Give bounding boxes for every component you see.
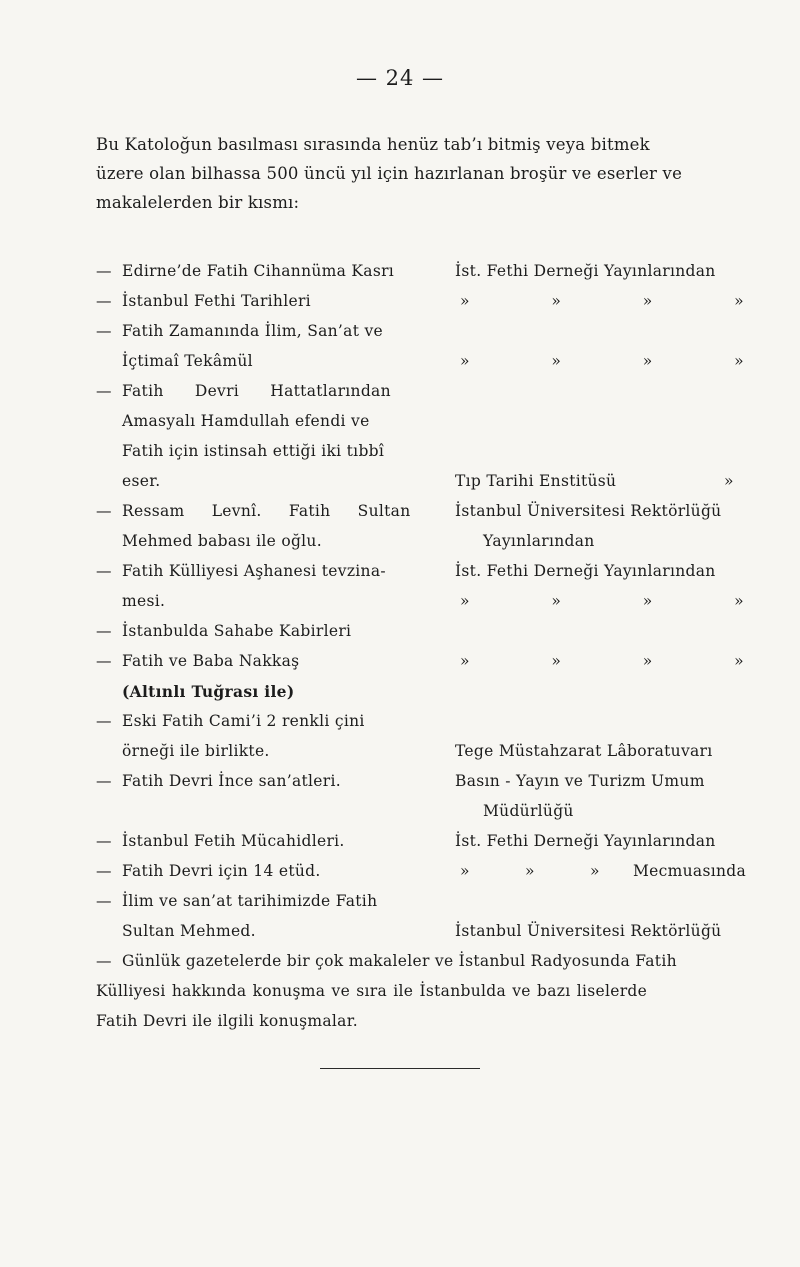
entry-title: İstanbul Fetih Mücahidleri. — [122, 832, 345, 850]
closing-line: Günlük gazetelerde bir çok makaleler ve İstanbul Radyosunda Fatih — [122, 952, 677, 970]
entry-title: Edirne’de Fatih Cihannüma Kasrı — [122, 262, 395, 280]
ditto-mark: » — [460, 652, 470, 670]
dash-marker: — — [96, 862, 112, 880]
entry-title: Fatih Devri İnce san’atleri. — [122, 772, 341, 790]
closing-line: Külliyesi hakkında konuşma ve sıra ile İstanbulda ve bazı liselerde — [96, 982, 648, 1000]
ditto-mark: » — [642, 292, 653, 310]
ditto-mark: » — [590, 862, 600, 880]
entry-title: Fatih Devri için 14 etüd. — [122, 862, 321, 880]
ditto-mark: » — [734, 652, 744, 670]
ditto-mark: » — [734, 292, 744, 310]
ditto-row — [460, 292, 744, 310]
ditto-mark: » — [551, 652, 562, 670]
dash-marker: — — [96, 622, 112, 640]
dash-marker: — — [96, 502, 112, 520]
entry-title: Fatih Devri Hattatlarından — [122, 382, 391, 400]
intro-paragraph — [96, 130, 746, 217]
intro-line: Bu Katoloğun basılması sırasında henüz tab’ı bitmiş veya bitmek — [96, 135, 650, 154]
dash-marker: — — [96, 652, 112, 670]
dash-marker: — — [96, 952, 112, 970]
publisher: Tıp Tarihi Enstitüsü — [455, 472, 617, 490]
publisher-cont: Müdürlüğü — [483, 802, 574, 820]
publisher: İst. Fethi Derneği Yayınlarından — [455, 562, 716, 580]
ditto-mark: » — [734, 592, 744, 610]
publisher: İst. Fethi Derneği Yayınlarından — [455, 262, 716, 280]
entry-title: Eski Fatih Cami’i 2 renkli çini — [122, 712, 365, 730]
entry-title-cont: Fatih için istinsah ettiği iki tıbbî — [122, 442, 385, 460]
section-divider — [320, 1068, 480, 1069]
publisher: İstanbul Üniversitesi Rektörlüğü — [455, 502, 722, 520]
entry-title: İstanbulda Sahabe Kabirleri — [122, 622, 352, 640]
entry-title-cont: Mehmed babası ile oğlu. — [122, 532, 322, 550]
dash-marker: — — [96, 382, 112, 400]
ditto-row — [460, 652, 744, 670]
ditto-mark: » — [642, 592, 653, 610]
ditto-mark: » — [460, 862, 470, 880]
entry-title-cont: örneği ile birlikte. — [122, 742, 270, 760]
publisher: Tege Müstahzarat Lâboratuvarı — [455, 742, 713, 760]
ditto-mark: » — [642, 652, 653, 670]
entry-title-cont: Sultan Mehmed. — [122, 922, 256, 940]
ditto-mark: » — [460, 592, 470, 610]
entry-title-cont: mesi. — [122, 592, 166, 610]
entry-title: İlim ve san’at tarihimizde Fatih — [122, 892, 378, 910]
intro-line: makalelerden bir kısmı: — [96, 193, 300, 212]
entry-title: Ressam Levnî. Fatih Sultan — [122, 502, 411, 520]
closing-line: Fatih Devri ile ilgili konuşmalar. — [96, 1012, 358, 1030]
publisher: Mecmuasında — [633, 862, 747, 880]
entry-title-cont: eser. — [122, 472, 161, 490]
entry-title-cont: İçtimaî Tekâmül — [122, 352, 253, 370]
page-number: — 24 — — [355, 66, 445, 90]
ditto-mark: » — [734, 352, 744, 370]
ditto-mark: » — [460, 352, 470, 370]
ditto-mark: » — [551, 592, 562, 610]
publisher: Basın - Yayın ve Turizm Umum — [455, 772, 705, 790]
dash-marker: — — [96, 772, 112, 790]
ditto-row — [460, 352, 744, 370]
entry-title: Fatih Zamanında İlim, San’at ve — [122, 322, 383, 340]
ditto-mark: » — [551, 352, 562, 370]
dash-marker: — — [96, 292, 112, 310]
entry-title: İstanbul Fethi Tarihleri — [122, 292, 311, 310]
dash-marker: — — [96, 562, 112, 580]
entry-title-cont: (Altınlı Tuğrası ile) — [122, 682, 295, 701]
ditto-mark: » — [551, 292, 562, 310]
ditto-mark: » — [460, 292, 470, 310]
entry-title: Fatih Külliyesi Aşhanesi tevzina- — [122, 562, 386, 580]
publisher: İst. Fethi Derneği Yayınlarından — [455, 832, 716, 850]
dash-marker: — — [96, 322, 112, 340]
dash-marker: — — [96, 262, 112, 280]
entry-title-cont: Amasyalı Hamdullah efendi ve — [122, 412, 370, 430]
entry-title: Fatih ve Baba Nakkaş — [122, 652, 300, 670]
ditto-row — [460, 592, 744, 610]
ditto-mark: » — [724, 472, 734, 490]
dash-marker: — — [96, 832, 112, 850]
dash-marker: — — [96, 712, 112, 730]
ditto-mark: » — [525, 862, 535, 880]
ditto-mark: » — [642, 352, 653, 370]
publisher-cont: Yayınlarından — [483, 532, 595, 550]
dash-marker: — — [96, 892, 112, 910]
intro-line: üzere olan bilhassa 500 üncü yıl için hazırlanan broşür ve eserler ve — [96, 164, 683, 183]
publisher: İstanbul Üniversitesi Rektörlüğü — [455, 922, 722, 940]
